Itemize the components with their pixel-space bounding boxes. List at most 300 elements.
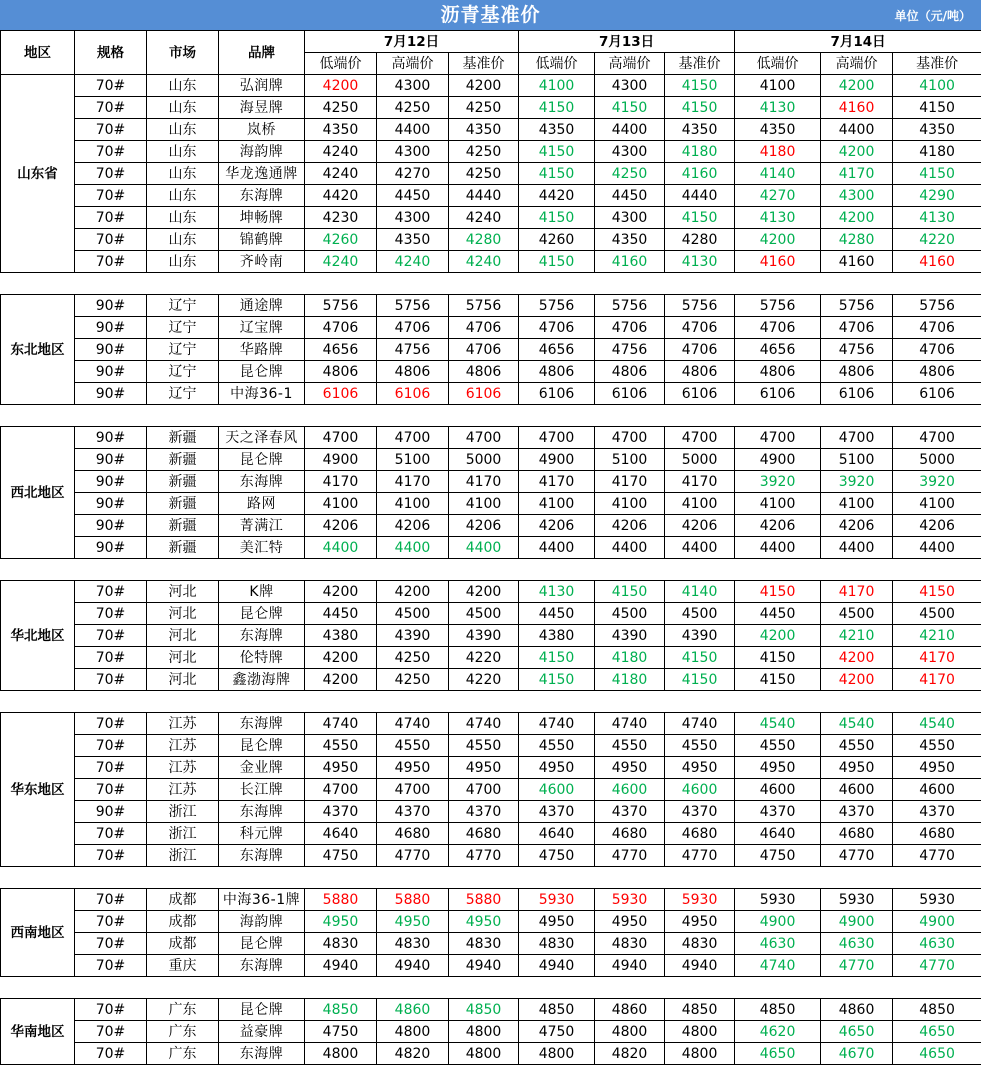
price-cell: 4500: [893, 603, 981, 625]
price-cell: 4806: [305, 361, 377, 383]
price-cell: 4950: [735, 757, 821, 779]
region-separator-row: [1, 273, 981, 295]
price-cell: 4350: [735, 119, 821, 141]
spec-cell: 90#: [75, 471, 147, 493]
market-cell: 浙江: [147, 801, 219, 823]
price-cell: 4100: [305, 493, 377, 515]
price-cell: 4850: [665, 999, 735, 1021]
spec-cell: 70#: [75, 713, 147, 735]
price-cell: 4550: [665, 735, 735, 757]
spec-cell: 70#: [75, 889, 147, 911]
market-cell: 山东: [147, 141, 219, 163]
price-cell: 4160: [595, 251, 665, 273]
header-high-price: 高端价: [377, 53, 449, 75]
brand-cell: 东海牌: [219, 713, 305, 735]
brand-cell: 齐岭南: [219, 251, 305, 273]
sheet-title: 沥青基准价: [0, 0, 981, 30]
spec-cell: 70#: [75, 669, 147, 691]
price-cell: 4280: [449, 229, 519, 251]
price-cell: 4656: [735, 339, 821, 361]
table-row: [1, 625, 981, 647]
region-separator-row: [1, 405, 981, 427]
separator-cell: [1, 405, 981, 427]
price-cell: 4250: [449, 141, 519, 163]
spec-cell: 90#: [75, 449, 147, 471]
spec-cell: 70#: [75, 229, 147, 251]
region-separator-row: [1, 559, 981, 581]
market-cell: 成都: [147, 911, 219, 933]
price-cell: 4700: [305, 427, 377, 449]
brand-cell: 昆仑牌: [219, 735, 305, 757]
price-cell: 4180: [595, 647, 665, 669]
price-cell: 4150: [519, 669, 595, 691]
price-cell: 4940: [305, 955, 377, 977]
price-cell: 6106: [665, 383, 735, 405]
price-cell: 4800: [519, 1043, 595, 1065]
price-cell: 4800: [449, 1021, 519, 1043]
price-cell: 4756: [821, 339, 893, 361]
price-cell: 4806: [665, 361, 735, 383]
price-cell: 5756: [519, 295, 595, 317]
price-cell: 3920: [735, 471, 821, 493]
spec-cell: 70#: [75, 207, 147, 229]
price-cell: 4150: [665, 75, 735, 97]
brand-cell: 昆仑牌: [219, 449, 305, 471]
brand-cell: 中海36-1牌: [219, 889, 305, 911]
price-cell: 5880: [377, 889, 449, 911]
table-row: [1, 295, 981, 317]
price-cell: 3920: [893, 471, 981, 493]
market-cell: 重庆: [147, 955, 219, 977]
price-cell: 5880: [305, 889, 377, 911]
header-row-1: [1, 31, 981, 53]
price-cell: 4940: [665, 955, 735, 977]
price-cell: 4250: [377, 669, 449, 691]
price-cell: 4770: [665, 845, 735, 867]
price-table: [0, 30, 981, 1065]
price-cell: 4706: [821, 317, 893, 339]
brand-cell: 美汇特: [219, 537, 305, 559]
price-cell: 4900: [305, 449, 377, 471]
spec-cell: 70#: [75, 97, 147, 119]
price-cell: 4250: [377, 97, 449, 119]
price-cell: 4150: [735, 647, 821, 669]
table-row: [1, 581, 981, 603]
price-cell: 4150: [519, 207, 595, 229]
market-cell: 山东: [147, 251, 219, 273]
price-cell: 4900: [519, 449, 595, 471]
spec-cell: 90#: [75, 383, 147, 405]
price-cell: 4180: [735, 141, 821, 163]
price-cell: 4150: [519, 251, 595, 273]
price-cell: 4940: [519, 955, 595, 977]
price-cell: 4830: [377, 933, 449, 955]
market-cell: 辽宁: [147, 295, 219, 317]
price-cell: 4830: [519, 933, 595, 955]
market-cell: 河北: [147, 625, 219, 647]
price-cell: 4706: [665, 317, 735, 339]
brand-cell: 东海牌: [219, 845, 305, 867]
header-low-price: 低端价: [519, 53, 595, 75]
market-cell: 河北: [147, 581, 219, 603]
price-cell: 4550: [735, 735, 821, 757]
price-cell: 4650: [821, 1021, 893, 1043]
price-cell: 4700: [377, 427, 449, 449]
price-cell: 4290: [893, 185, 981, 207]
price-cell: 5100: [377, 449, 449, 471]
price-cell: 4160: [665, 163, 735, 185]
brand-cell: 天之泽春风: [219, 427, 305, 449]
region-separator-row: [1, 691, 981, 713]
brand-cell: K牌: [219, 581, 305, 603]
price-cell: 4600: [665, 779, 735, 801]
price-cell: 4400: [735, 537, 821, 559]
price-cell: 4550: [377, 735, 449, 757]
table-row: [1, 97, 981, 119]
price-cell: 4750: [735, 845, 821, 867]
price-cell: 5880: [449, 889, 519, 911]
price-cell: 4170: [377, 471, 449, 493]
brand-cell: 昆仑牌: [219, 361, 305, 383]
price-cell: 4350: [665, 119, 735, 141]
header-base-price: 基准价: [893, 53, 981, 75]
price-cell: 4800: [665, 1021, 735, 1043]
table-row: [1, 911, 981, 933]
spec-cell: 70#: [75, 603, 147, 625]
title-bar: [0, 0, 981, 30]
price-cell: 4540: [735, 713, 821, 735]
table-row: [1, 955, 981, 977]
spec-cell: 70#: [75, 1043, 147, 1065]
price-cell: 4740: [595, 713, 665, 735]
table-row: [1, 757, 981, 779]
price-cell: 4150: [665, 97, 735, 119]
price-cell: 4940: [449, 955, 519, 977]
price-cell: 4550: [595, 735, 665, 757]
spec-cell: 70#: [75, 757, 147, 779]
price-cell: 4250: [305, 97, 377, 119]
brand-cell: 科元牌: [219, 823, 305, 845]
market-cell: 成都: [147, 889, 219, 911]
market-cell: 江苏: [147, 757, 219, 779]
spec-cell: 90#: [75, 427, 147, 449]
market-cell: 广东: [147, 1021, 219, 1043]
header-date-1: 7月12日: [305, 31, 519, 53]
price-cell: 4210: [893, 625, 981, 647]
brand-cell: 东海牌: [219, 625, 305, 647]
price-cell: 4700: [305, 779, 377, 801]
region-name-cell: 华东地区: [1, 713, 75, 867]
table-row: [1, 493, 981, 515]
price-cell: 4370: [519, 801, 595, 823]
price-cell: 4180: [893, 141, 981, 163]
price-cell: 4130: [665, 251, 735, 273]
price-cell: 4150: [735, 581, 821, 603]
header-region: 地区: [1, 31, 75, 75]
price-cell: 4200: [449, 581, 519, 603]
price-cell: 4630: [893, 933, 981, 955]
price-cell: 6106: [519, 383, 595, 405]
price-cell: 4550: [449, 735, 519, 757]
price-cell: 4300: [377, 141, 449, 163]
price-cell: 4450: [595, 185, 665, 207]
header-date-2: 7月13日: [519, 31, 735, 53]
price-cell: 4100: [735, 75, 821, 97]
region-name-cell: 华南地区: [1, 999, 75, 1065]
brand-cell: 通途牌: [219, 295, 305, 317]
price-cell: 4200: [821, 207, 893, 229]
price-cell: 4940: [595, 955, 665, 977]
price-cell: 4260: [305, 229, 377, 251]
price-cell: 4950: [377, 911, 449, 933]
price-cell: 4400: [377, 119, 449, 141]
price-cell: 4240: [449, 207, 519, 229]
price-cell: 4160: [821, 251, 893, 273]
header-brand: 品牌: [219, 31, 305, 75]
region-name-cell: 华北地区: [1, 581, 75, 691]
spec-cell: 70#: [75, 163, 147, 185]
price-cell: 4650: [893, 1043, 981, 1065]
price-cell: 4900: [735, 449, 821, 471]
brand-cell: 益豪牌: [219, 1021, 305, 1043]
price-cell: 5930: [665, 889, 735, 911]
price-cell: 4150: [595, 581, 665, 603]
price-cell: 4830: [449, 933, 519, 955]
price-cell: 5930: [821, 889, 893, 911]
price-cell: 4130: [893, 207, 981, 229]
market-cell: 新疆: [147, 515, 219, 537]
price-cell: 4370: [821, 801, 893, 823]
brand-cell: 中海36-1: [219, 383, 305, 405]
price-cell: 4500: [377, 603, 449, 625]
price-cell: 4150: [893, 163, 981, 185]
header-high-price: 高端价: [821, 53, 893, 75]
price-cell: 4706: [449, 317, 519, 339]
spec-cell: 90#: [75, 361, 147, 383]
price-cell: 4950: [665, 911, 735, 933]
table-row: [1, 449, 981, 471]
price-cell: 4100: [893, 493, 981, 515]
price-cell: 4700: [821, 427, 893, 449]
brand-cell: 坤畅牌: [219, 207, 305, 229]
price-cell: 4680: [665, 823, 735, 845]
market-cell: 新疆: [147, 471, 219, 493]
separator-cell: [1, 273, 981, 295]
price-cell: 4140: [735, 163, 821, 185]
price-cell: 4830: [665, 933, 735, 955]
price-cell: 4150: [519, 141, 595, 163]
spec-cell: 70#: [75, 735, 147, 757]
market-cell: 新疆: [147, 427, 219, 449]
price-cell: 4806: [735, 361, 821, 383]
spec-cell: 70#: [75, 251, 147, 273]
price-cell: 4100: [595, 493, 665, 515]
price-cell: 4206: [665, 515, 735, 537]
price-cell: 4700: [665, 427, 735, 449]
spec-cell: 90#: [75, 295, 147, 317]
price-cell: 4706: [377, 317, 449, 339]
spec-cell: 70#: [75, 823, 147, 845]
market-cell: 浙江: [147, 823, 219, 845]
price-cell: 4600: [893, 779, 981, 801]
price-cell: 4300: [377, 75, 449, 97]
price-cell: 4400: [595, 119, 665, 141]
region-name-cell: 东北地区: [1, 295, 75, 405]
table-row: [1, 823, 981, 845]
table-row: [1, 119, 981, 141]
price-cell: 5100: [595, 449, 665, 471]
table-body: [1, 75, 981, 1065]
price-cell: 4170: [305, 471, 377, 493]
header-low-price: 低端价: [735, 53, 821, 75]
spec-cell: 90#: [75, 537, 147, 559]
price-cell: 4770: [893, 955, 981, 977]
brand-cell: 海昱牌: [219, 97, 305, 119]
market-cell: 浙江: [147, 845, 219, 867]
price-cell: 4180: [665, 141, 735, 163]
price-cell: 4400: [665, 537, 735, 559]
price-cell: 5930: [893, 889, 981, 911]
price-cell: 4370: [595, 801, 665, 823]
price-cell: 5756: [305, 295, 377, 317]
price-cell: 4300: [595, 141, 665, 163]
price-cell: 4740: [735, 955, 821, 977]
table-row: [1, 713, 981, 735]
price-cell: 4400: [449, 537, 519, 559]
price-cell: 4300: [377, 207, 449, 229]
price-cell: 4350: [449, 119, 519, 141]
price-cell: 4500: [449, 603, 519, 625]
price-cell: 4250: [595, 163, 665, 185]
price-cell: 4280: [821, 229, 893, 251]
market-cell: 成都: [147, 933, 219, 955]
price-cell: 4380: [305, 625, 377, 647]
price-cell: 4240: [377, 251, 449, 273]
price-cell: 4800: [377, 1021, 449, 1043]
brand-cell: 伦特牌: [219, 647, 305, 669]
market-cell: 山东: [147, 229, 219, 251]
price-cell: 4210: [821, 625, 893, 647]
price-cell: 4206: [305, 515, 377, 537]
price-cell: 4130: [735, 207, 821, 229]
market-cell: 河北: [147, 669, 219, 691]
price-cell: 5756: [893, 295, 981, 317]
price-cell: 4680: [595, 823, 665, 845]
price-cell: 4820: [595, 1043, 665, 1065]
price-cell: 4550: [305, 735, 377, 757]
price-cell: 4550: [821, 735, 893, 757]
spec-cell: 70#: [75, 647, 147, 669]
price-cell: 4620: [735, 1021, 821, 1043]
price-cell: 4200: [305, 669, 377, 691]
price-cell: 4150: [519, 647, 595, 669]
price-cell: 4700: [449, 427, 519, 449]
price-cell: 4756: [377, 339, 449, 361]
brand-cell: 路网: [219, 493, 305, 515]
region-name-cell: 山东省: [1, 75, 75, 273]
brand-cell: 岚桥: [219, 119, 305, 141]
table-row: [1, 779, 981, 801]
price-cell: 4130: [735, 97, 821, 119]
price-cell: 4300: [595, 75, 665, 97]
price-cell: 4250: [449, 97, 519, 119]
price-cell: 4350: [305, 119, 377, 141]
price-cell: 4150: [893, 581, 981, 603]
price-cell: 4240: [305, 141, 377, 163]
price-cell: 4206: [449, 515, 519, 537]
price-cell: 5930: [595, 889, 665, 911]
price-cell: 4900: [893, 911, 981, 933]
brand-cell: 菁满江: [219, 515, 305, 537]
price-cell: 4300: [821, 185, 893, 207]
price-cell: 3920: [821, 471, 893, 493]
price-cell: 4240: [449, 251, 519, 273]
market-cell: 新疆: [147, 537, 219, 559]
price-cell: 5756: [735, 295, 821, 317]
price-cell: 4200: [305, 75, 377, 97]
price-cell: 4440: [665, 185, 735, 207]
price-cell: 4800: [595, 1021, 665, 1043]
price-cell: 4300: [595, 207, 665, 229]
price-cell: 4700: [893, 427, 981, 449]
brand-cell: 东海牌: [219, 801, 305, 823]
price-cell: 4850: [449, 999, 519, 1021]
separator-cell: [1, 977, 981, 999]
price-cell: 4450: [735, 603, 821, 625]
price-cell: 4170: [821, 163, 893, 185]
price-cell: 4950: [595, 757, 665, 779]
price-cell: 4650: [893, 1021, 981, 1043]
brand-cell: 东海牌: [219, 185, 305, 207]
price-cell: 4750: [305, 845, 377, 867]
spec-cell: 70#: [75, 119, 147, 141]
price-cell: 5756: [595, 295, 665, 317]
table-row: [1, 75, 981, 97]
price-cell: 4600: [735, 779, 821, 801]
price-cell: 4500: [595, 603, 665, 625]
spec-cell: 90#: [75, 493, 147, 515]
price-cell: 4770: [893, 845, 981, 867]
price-cell: 4440: [449, 185, 519, 207]
price-cell: 4706: [665, 339, 735, 361]
price-cell: 4850: [519, 999, 595, 1021]
price-cell: 5930: [735, 889, 821, 911]
price-cell: 4750: [305, 1021, 377, 1043]
table-row: [1, 471, 981, 493]
price-cell: 4206: [821, 515, 893, 537]
price-cell: 4700: [595, 427, 665, 449]
price-cell: 4370: [377, 801, 449, 823]
price-cell: 4230: [305, 207, 377, 229]
price-cell: 4706: [449, 339, 519, 361]
price-cell: 4640: [519, 823, 595, 845]
price-cell: 6106: [893, 383, 981, 405]
table-row: [1, 207, 981, 229]
brand-cell: 昆仑牌: [219, 603, 305, 625]
table-row: [1, 537, 981, 559]
price-cell: 4600: [821, 779, 893, 801]
price-cell: 4130: [519, 581, 595, 603]
price-cell: 4806: [519, 361, 595, 383]
price-cell: 6106: [449, 383, 519, 405]
brand-cell: 东海牌: [219, 1043, 305, 1065]
price-cell: 4770: [449, 845, 519, 867]
price-cell: 4400: [893, 537, 981, 559]
brand-cell: 昆仑牌: [219, 999, 305, 1021]
price-cell: 4700: [735, 427, 821, 449]
price-cell: 4200: [821, 669, 893, 691]
price-cell: 4860: [821, 999, 893, 1021]
